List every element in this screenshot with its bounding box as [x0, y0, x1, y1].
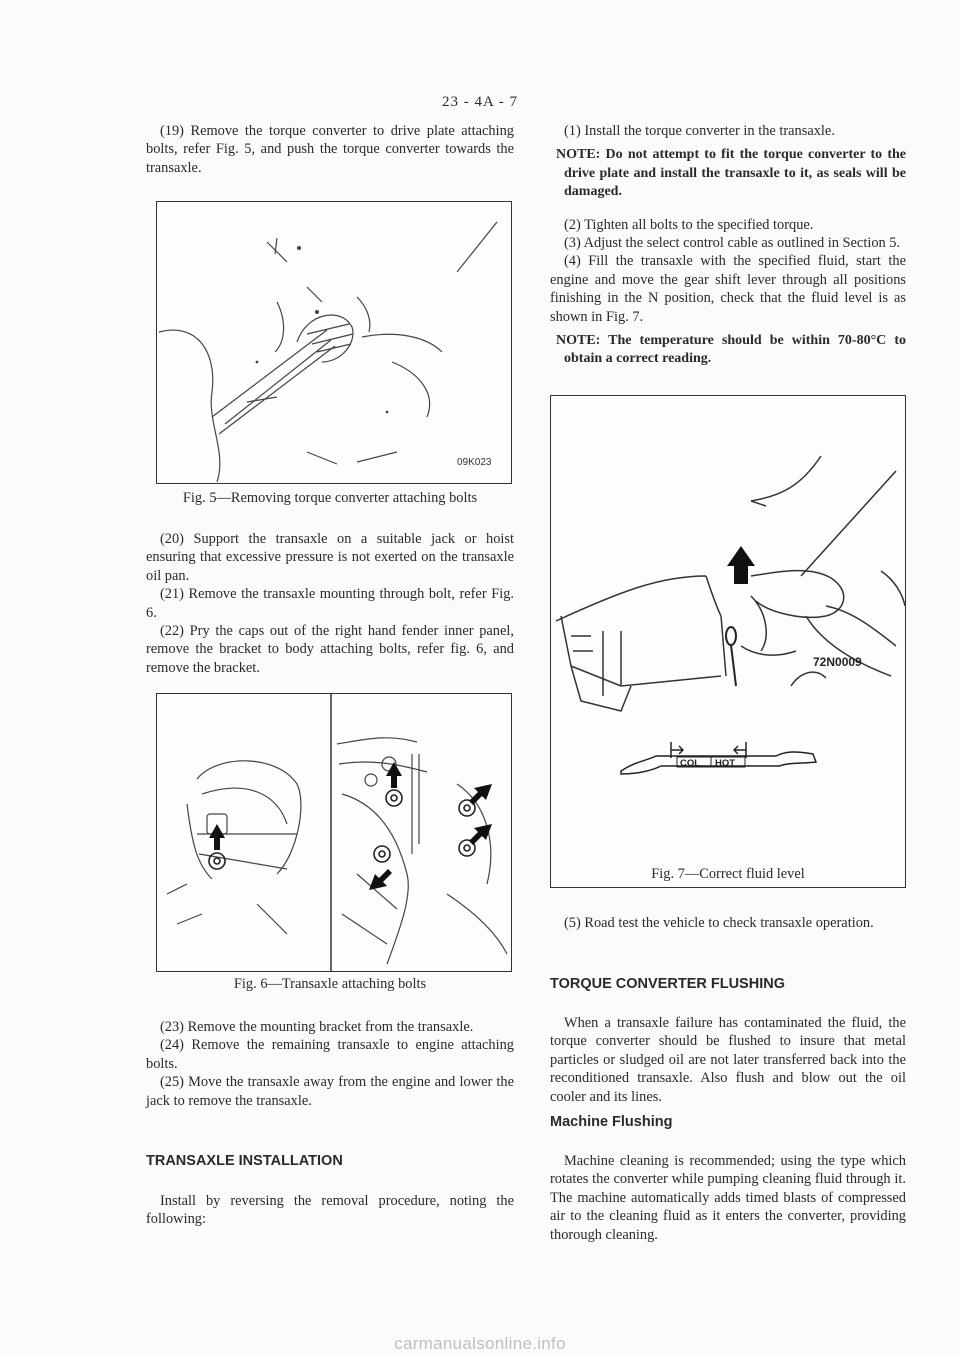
step-23: (23) Remove the mounting bracket from the transaxle.	[160, 1019, 474, 1035]
fluid-level-dipstick-drawing	[551, 396, 905, 887]
install-step-1: (1) Install the torque converter in the transaxle.	[564, 123, 835, 139]
figure-7-caption: Fig. 7—Correct fluid level	[651, 866, 805, 882]
figure-7-code: 72N0009	[813, 655, 862, 669]
steps-23-25	[146, 1018, 514, 1110]
transaxle-bolts-drawing	[157, 694, 511, 971]
bolt-arrow-icon	[469, 784, 492, 805]
figure-5-caption: Fig. 5—Removing torque converter attaching bolts	[182, 490, 478, 506]
install-step-2: (2) Tighten all bolts to the specified torque.	[564, 216, 814, 233]
step-22: (22) Pry the caps out of the right hand fender inner panel, remove the bracket to body attaching bolts, refer fig. 6, and remove the bracket.	[146, 623, 514, 676]
machine-flushing-heading: Machine Flushing	[550, 1114, 673, 1130]
note-torque-converter: NOTE: Do not attempt to fit the torque converter to the drive plate and install the transaxle to it, as seals will be damaged.	[556, 147, 906, 200]
dipstick-arrow-icon	[727, 546, 755, 584]
bolt-arrow-icon	[369, 869, 392, 890]
install-step-4: (4) Fill the transaxle with the specified fluid, start the engine and move the gear shift lever through all positions finishing in the N position, check that the fluid level is as shown in Fig. 7.	[550, 253, 906, 325]
install-step-3: (3) Adjust the select control cable as outlined in Section 5.	[564, 235, 901, 252]
page-number: 23 - 4A - 7	[442, 94, 518, 110]
dipstick-level-marker	[621, 742, 816, 774]
installation-heading: TRANSAXLE INSTALLATION	[146, 1153, 343, 1169]
flushing-heading: TORQUE CONVERTER FLUSHING	[550, 976, 785, 992]
figure-5-code: 09K023	[457, 457, 492, 468]
torque-converter-bolt-drawing	[157, 202, 511, 483]
step-20: (20) Support the transaxle on a suitable jack or hoist ensuring that excessive pressure is not exerted on the transaxle oil pan.	[146, 531, 514, 584]
step-24: (24) Remove the remaining transaxle to engine attaching bolts.	[146, 1037, 514, 1072]
flushing-paragraph: When a transaxle failure has contaminated the fluid, the torque converter should be flushed to insure that metal particles or sludged oil are not later transferred back into the reconditioned transaxle. Also flush and blow out the oil cooler and its lines.	[550, 1015, 906, 1105]
watermark-link[interactable]: carmanualsonline.info	[394, 1334, 566, 1353]
dipstick-hot-label: HOT	[715, 758, 736, 769]
install-step-5: (5) Road test the vehicle to check transaxle operation.	[564, 915, 874, 931]
figure-7-illustration	[550, 395, 906, 888]
dipstick-cold-label: COL	[680, 758, 701, 769]
install-steps	[550, 122, 906, 383]
installation-intro: Install by reversing the removal procedure, noting the following:	[146, 1193, 514, 1228]
figure-6-caption: Fig. 6—Transaxle attaching bolts	[233, 976, 427, 992]
step-25: (25) Move the transaxle away from the engine and lower the jack to remove the transaxle.	[146, 1074, 514, 1109]
machine-flushing-paragraph: Machine cleaning is recommended; using the type which rotates the converter while pumping cleaning fluid through it. The machine automatically adds timed blasts of compressed air to the cleaning fluid as it enters the converter, providing thorough cleaning.	[550, 1153, 906, 1243]
figure-5-illustration	[156, 201, 512, 484]
step-19-paragraph: (19) Remove the torque converter to drive plate attaching bolts, refer Fig. 5, and push the torque converter towards the transaxle.	[146, 123, 514, 176]
note-temperature: NOTE: The temperature should be within 70-80°C to obtain a correct reading.	[556, 333, 906, 367]
figure-6-illustration	[156, 693, 512, 972]
bolt-arrow-icon	[209, 824, 225, 850]
steps-20-22	[146, 530, 514, 677]
step-21: (21) Remove the transaxle mounting through bolt, refer Fig. 6.	[146, 586, 514, 621]
